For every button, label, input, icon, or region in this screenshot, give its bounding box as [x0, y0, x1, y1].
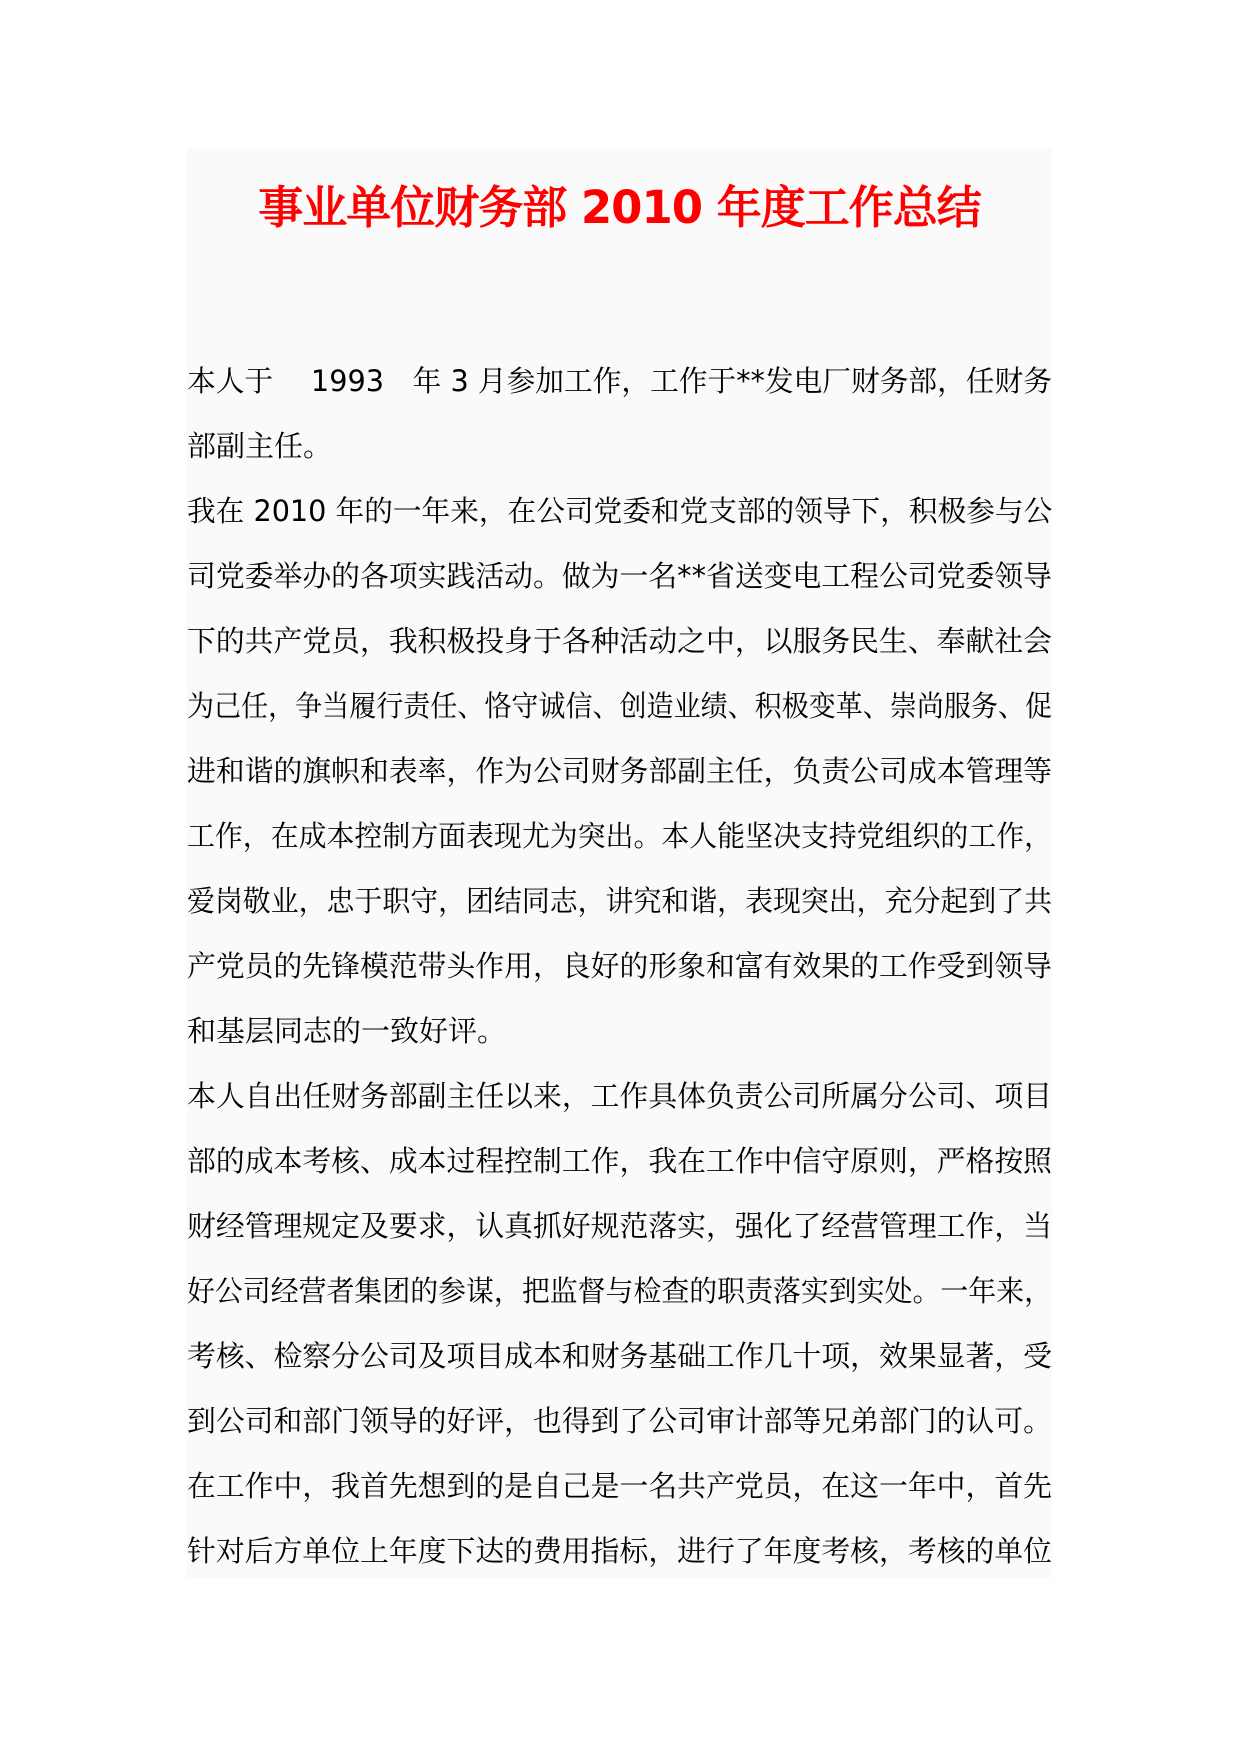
- body-line: 为己任，争当履行责任、恪守诚信、创造业绩、积极变革、崇尚服务、促: [187, 689, 1053, 723]
- body-line: 本人自出任财务部副主任以来，工作具体负责公司所属分公司、项目: [187, 1079, 1053, 1113]
- body-line: 财经管理规定及要求，认真抓好规范落实，强化了经营管理工作，当: [187, 1209, 1053, 1243]
- body-line: 产党员的先锋模范带头作用，良好的形象和富有效果的工作受到领导: [187, 949, 1053, 983]
- body-line: 部的成本考核、成本过程控制工作，我在工作中信守原则，严格按照: [187, 1144, 1053, 1178]
- body-line: 本人于 1993 年 3 月参加工作，工作于**发电厂财务部，任财务: [187, 364, 1052, 398]
- document-body: [187, 349, 1052, 1584]
- body-line: 和基层同志的一致好评。: [187, 1014, 507, 1048]
- body-line: 爱岗敬业，忠于职守，团结同志，讲究和谐，表现突出，充分起到了共: [187, 884, 1053, 918]
- body-line: 工作，在成本控制方面表现尤为突出。本人能坚决支持党组织的工作，: [187, 819, 1053, 853]
- document-title: 事业单位财务部 2010 年度工作总结: [258, 181, 981, 234]
- body-line: 好公司经营者集团的参谋，把监督与检查的职责落实到实处。一年来，: [187, 1274, 1053, 1308]
- body-line: 在工作中，我首先想到的是自己是一名共产党员，在这一年中，首先: [187, 1469, 1053, 1503]
- body-line: 进和谐的旗帜和表率，作为公司财务部副主任，负责公司成本管理等: [187, 754, 1053, 788]
- body-line: 我在 2010 年的一年来，在公司党委和党支部的领导下，积极参与公: [187, 494, 1053, 528]
- body-line: 针对后方单位上年度下达的费用指标，进行了年度考核，考核的单位: [187, 1534, 1053, 1568]
- body-line: 下的共产党员，我积极投身于各种活动之中，以服务民生、奉献社会: [187, 624, 1053, 658]
- body-line: 司党委举办的各项实践活动。做为一名**省送变电工程公司党委领导: [187, 559, 1053, 593]
- body-line: 到公司和部门领导的好评，也得到了公司审计部等兄弟部门的认可。: [187, 1404, 1053, 1438]
- body-line: 考核、检察分公司及项目成本和财务基础工作几十项，效果显著，受: [187, 1339, 1053, 1373]
- body-line: 部副主任。: [187, 429, 333, 463]
